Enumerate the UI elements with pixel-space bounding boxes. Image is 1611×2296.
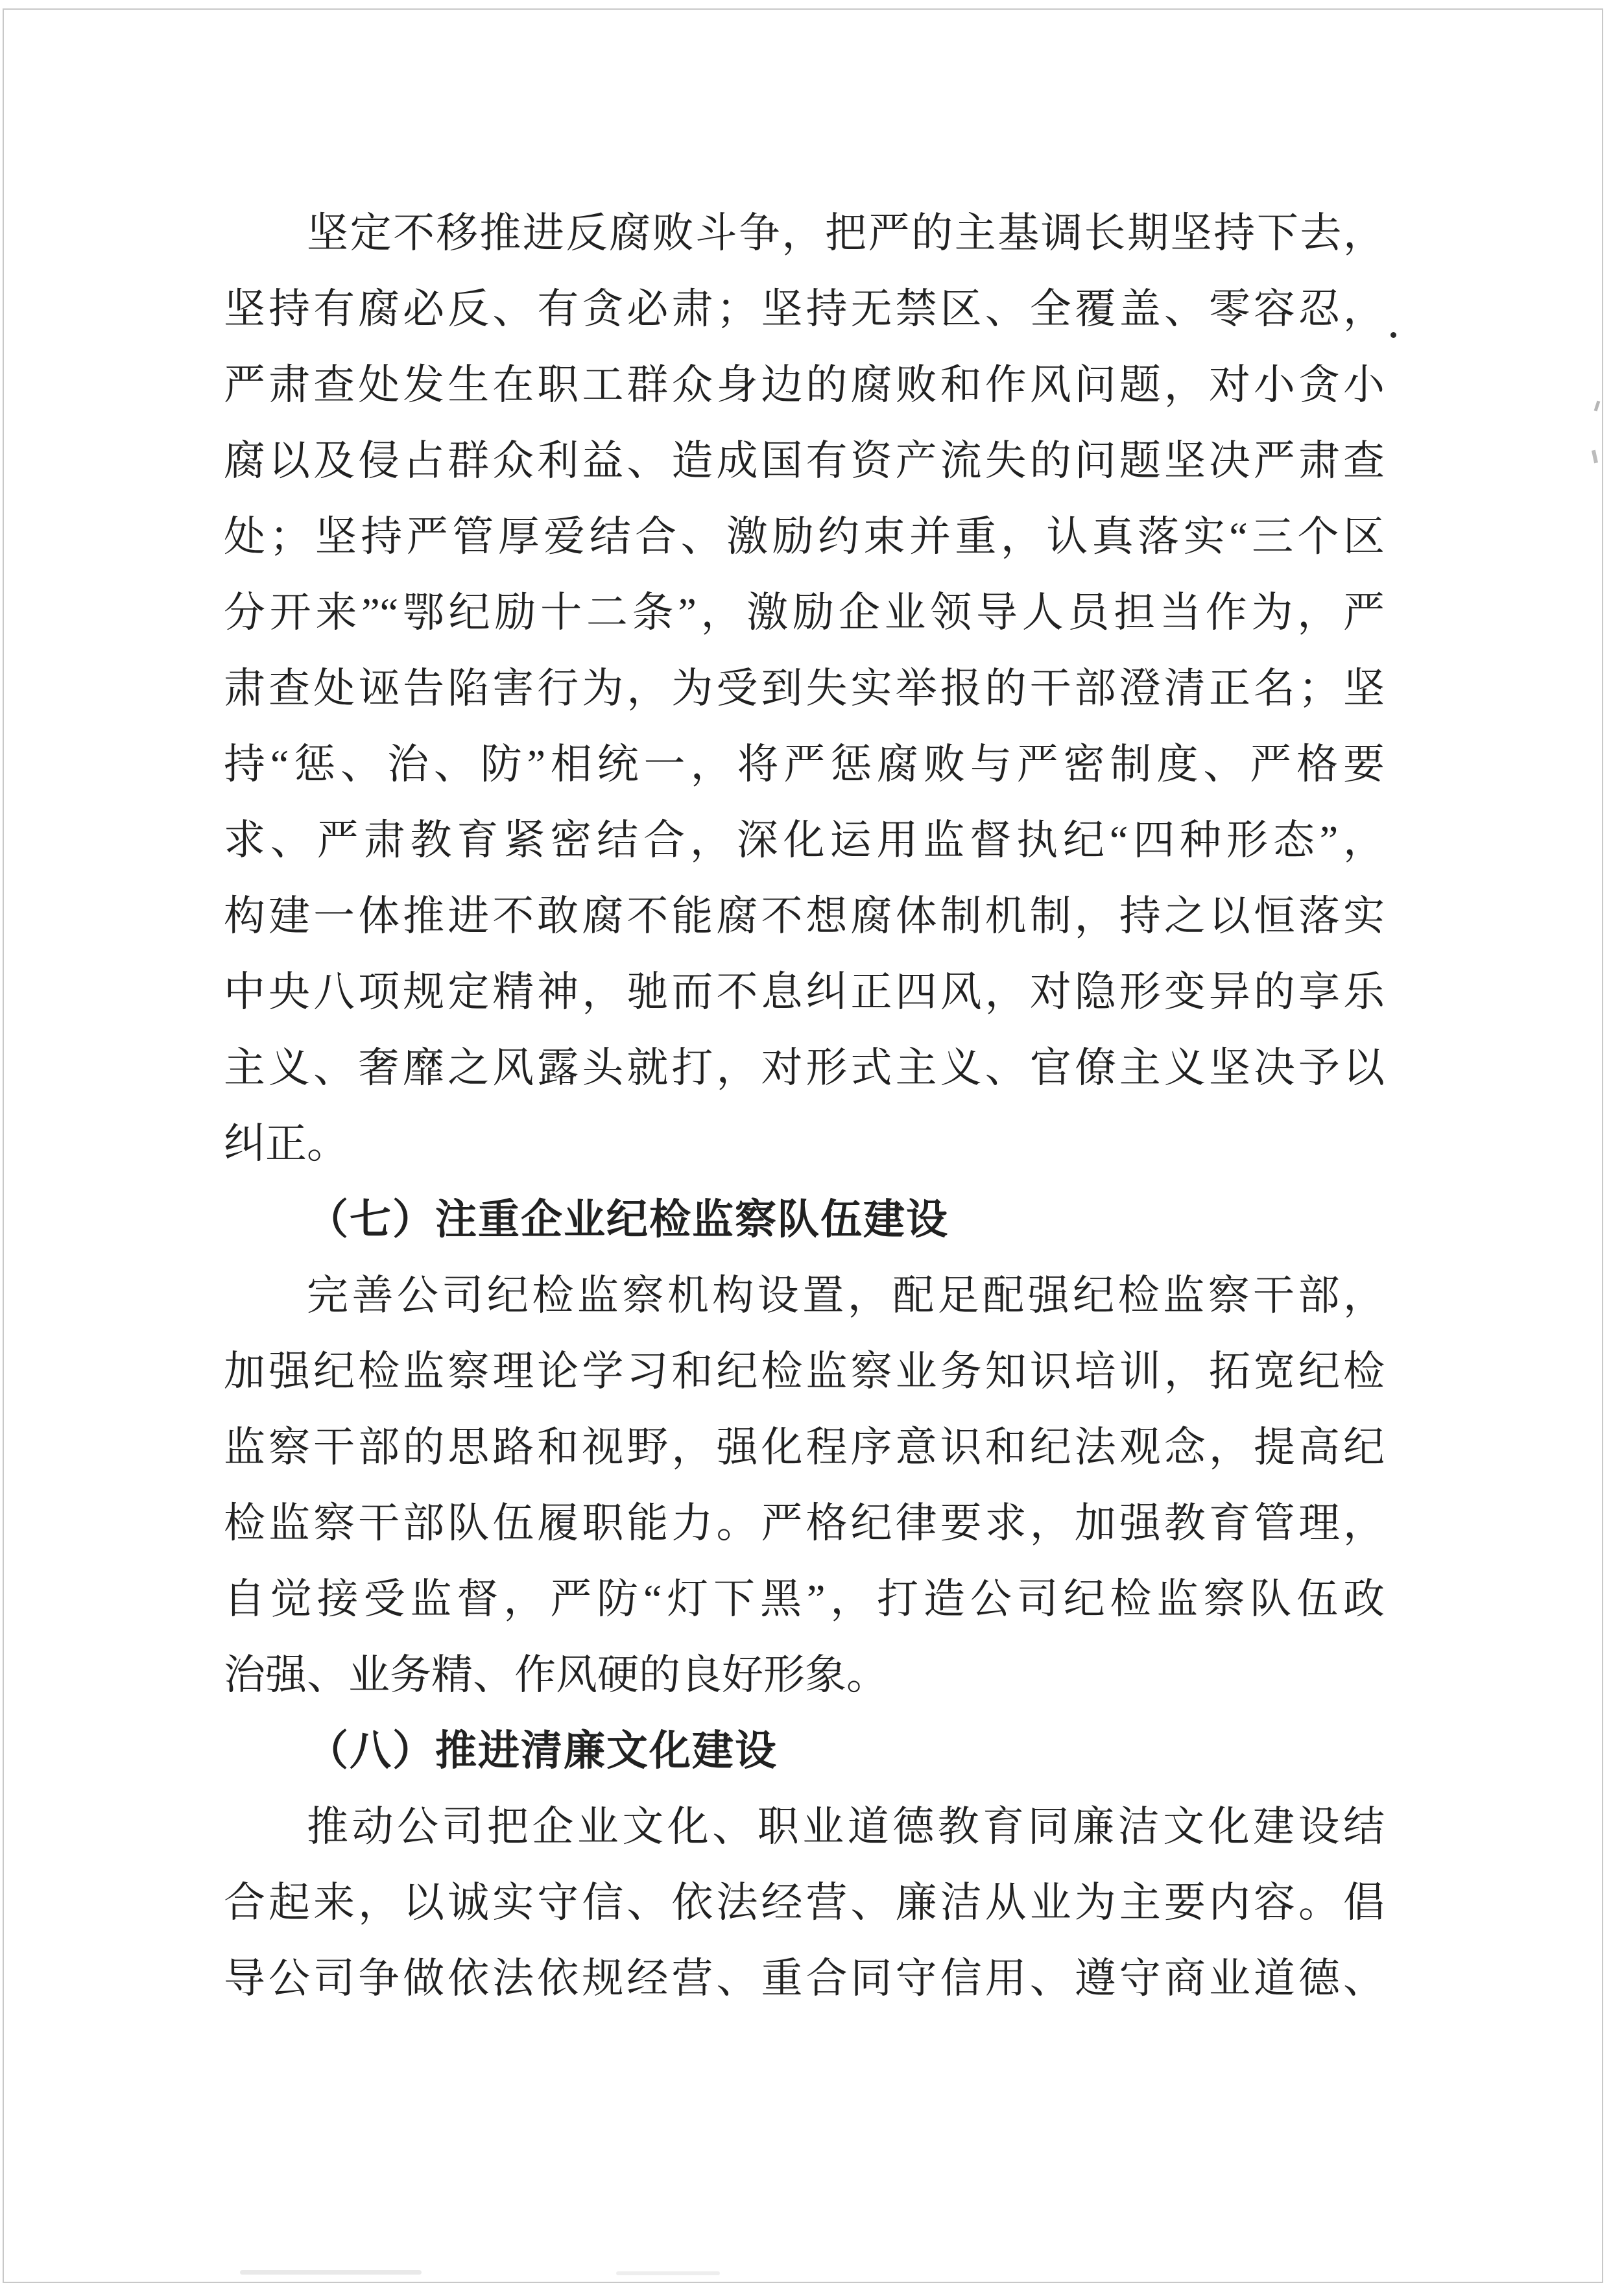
text-line: 自觉接受监督，严防“灯下黑”，打造公司纪检监察队伍政	[224, 1576, 1385, 1622]
document-text	[224, 195, 1385, 2016]
scan-artifact-smudge	[240, 2270, 422, 2275]
paragraph-last-line: 纠正。	[224, 1121, 348, 1167]
paragraph-first-line: 完善公司纪检监察机构设置，配足配强纪检监察干部，	[307, 1273, 1385, 1319]
text-line: 肃查处诬告陷害行为，为受到失实举报的干部澄清正名；坚	[224, 665, 1385, 712]
text-line: 分开来”“鄂纪励十二条”，激励企业领导人员担当作为，严	[224, 590, 1385, 636]
text-line: 中央八项规定精神，驰而不息纠正四风，对隐形变异的享乐	[224, 969, 1385, 1015]
text-line: 主义、奢靡之风露头就打，对形式主义、官僚主义坚决予以	[224, 1045, 1385, 1091]
text-line: 腐以及侵占群众利益、造成国有资产流失的问题坚决严肃查	[224, 438, 1385, 484]
text-line: 检监察干部队伍履职能力。严格纪律要求，加强教育管理，	[224, 1500, 1385, 1546]
text-line: 导公司争做依法依规经营、重合同守信用、遵守商业道德、	[224, 1955, 1385, 2002]
scan-artifact-mark	[1592, 450, 1598, 464]
section-heading-8: （八）推进清廉文化建设	[307, 1727, 778, 1774]
scan-artifact-smudge	[616, 2271, 720, 2275]
text-line: 严肃查处发生在职工群众身边的腐败和作风问题，对小贪小	[224, 362, 1385, 408]
text-line: 求、严肃教育紧密结合，深化运用监督执纪“四种形态”，	[224, 817, 1385, 863]
paragraph-first-line: 推动公司把企业文化、职业道德教育同廉洁文化建设结	[307, 1804, 1385, 1850]
scan-artifact-mark	[1594, 401, 1601, 412]
paragraph-last-line: 治强、业务精、作风硬的良好形象。	[224, 1652, 888, 1698]
text-line: 坚持有腐必反、有贪必肃；坚持无禁区、全覆盖、零容忍，	[224, 286, 1385, 332]
text-line: 持“惩、治、防”相统一，将严惩腐败与严密制度、严格要	[224, 741, 1385, 787]
text-line: 加强纪检监察理论学习和纪检监察业务知识培训，拓宽纪检	[224, 1348, 1385, 1394]
text-line: 处；坚持严管厚爱结合、激励约束并重，认真落实“三个区	[224, 514, 1385, 560]
text-line: 合起来，以诚实守信、依法经营、廉洁从业为主要内容。倡	[224, 1880, 1385, 1926]
scan-artifact-dot	[1390, 332, 1396, 338]
paragraph-first-line: 坚定不移推进反腐败斗争，把严的主基调长期坚持下去，	[307, 210, 1385, 256]
section-heading-7: （七）注重企业纪检监察队伍建设	[307, 1196, 949, 1243]
text-line: 构建一体推进不敢腐不能腐不想腐体制机制，持之以恒落实	[224, 893, 1385, 939]
text-line: 监察干部的思路和视野，强化程序意识和纪法观念，提高纪	[224, 1424, 1385, 1470]
